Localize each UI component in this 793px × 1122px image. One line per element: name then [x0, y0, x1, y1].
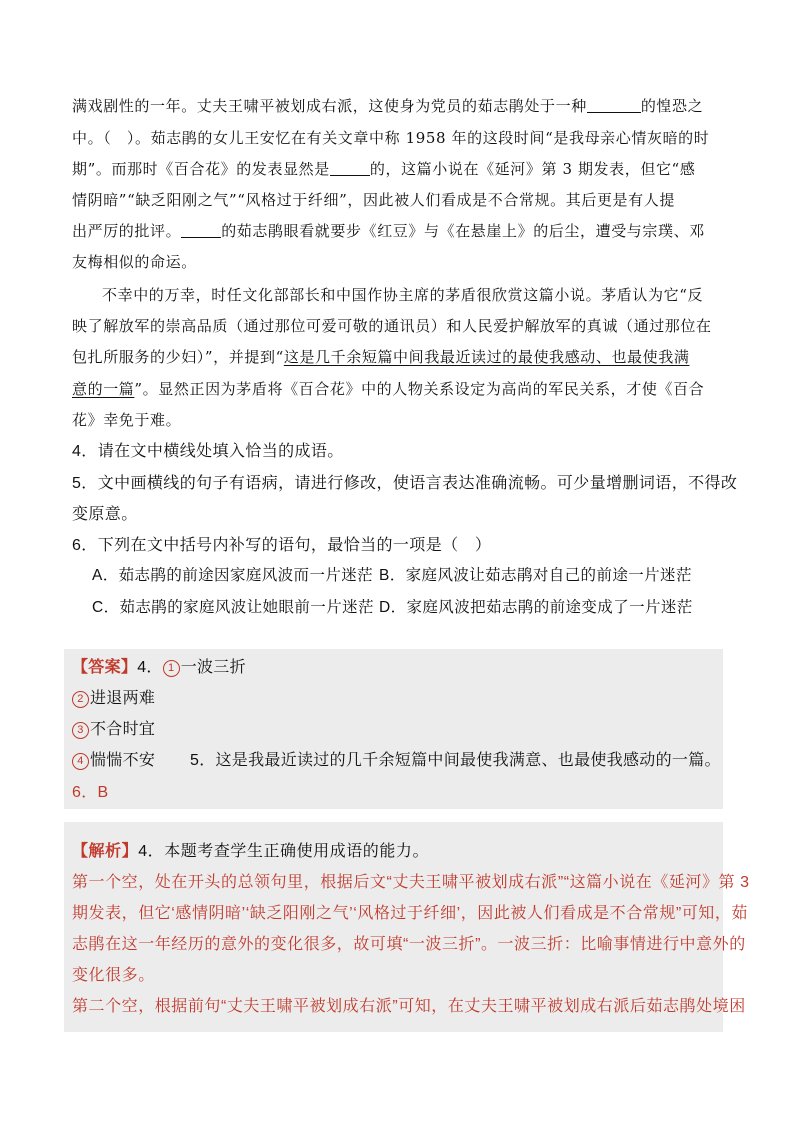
analysis-tag: 【解析】 — [72, 843, 139, 860]
passage-text: 映了解放军的崇高品质（通过那位可爱可敬的通讯员）和人民爱护解放军的真诚（通过那位在 — [72, 317, 712, 335]
answer-5: 5．这是我最近读过的几千余短篇中间最使我满意、也最使我感动的一篇。 — [190, 752, 721, 769]
option-a: A．茹志鹃的前途因家庭风波而一片迷茫 — [92, 567, 374, 584]
underlined-sentence: 这是几千余短篇中间我最近读过的最使我感动、也最使我满 — [283, 348, 690, 366]
analysis-line-3: 期发表，但它‘感情阴暗’‘缺乏阳刚之气’‘风格过于纤细’，因此被人们看成是不合常规”可知，茹 — [72, 905, 748, 922]
passage-text: 的惶恐之 — [640, 97, 704, 115]
passage-text: 的茹志鹃眼看就要步《红豆》与《在悬崖上》的后尘，遭受与宗璞、邓 — [221, 222, 705, 240]
passage-line — [72, 251, 197, 272]
answer-line-1 — [72, 654, 246, 677]
circled-number: 2 — [72, 691, 89, 708]
passage-text: 包扎所服务的少妇）”，并提到“ — [72, 348, 284, 366]
passage-text: ”。显然正因为茅盾将《百合花》中的人物关系设定为高尚的军民关系，才使《百合 — [134, 380, 705, 398]
analysis-line-5: 变化很多。 — [72, 967, 155, 984]
option-b: B．家庭风波让茹志鹃对自己的前途一片迷茫 — [379, 567, 692, 584]
analysis-line-4: 志鹃在这一年经历的意外的变化很多，故可填“一波三折”。一波三折：比喻事情进行中意外的 — [72, 936, 746, 953]
answer-text: 惴惴不安 — [90, 752, 156, 769]
answer-text: 一波三折 — [180, 659, 246, 676]
analysis-line-1 — [72, 838, 429, 861]
answer-line-4 — [72, 747, 155, 770]
analysis-line-2: 第一个空，处在开头的总领句里，根据后文“丈夫王啸平被划成右派”“这篇小说在《延河》第 3 — [72, 874, 750, 891]
passage-line — [72, 346, 689, 367]
circled-number: 4 — [72, 753, 89, 770]
answer-num: 4． — [137, 659, 163, 676]
option-c: C．茹志鹃的家庭风波让她眼前一片迷茫 — [92, 599, 374, 616]
passage-text: 花》幸免于难。 — [72, 411, 182, 429]
option-d: D．家庭风波把茹志鹃的前途变成了一片迷茫 — [379, 599, 693, 616]
underlined-sentence: 意的一篇 — [72, 380, 135, 398]
passage-line — [72, 220, 705, 241]
passage-line — [72, 158, 695, 179]
answer-line-3 — [72, 716, 155, 739]
passage-line — [102, 284, 703, 305]
passage-text: 友梅相似的命运。 — [72, 253, 197, 271]
answer-6: 6．B — [72, 784, 109, 801]
passage-line — [72, 409, 181, 430]
answer-tag: 【答案】 — [72, 659, 138, 676]
passage-line — [72, 189, 675, 210]
passage-text: 出严厉的批评。 — [72, 222, 182, 240]
fill-blank-3 — [181, 223, 221, 238]
analysis-text: 4．本题考查学生正确使用成语的能力。 — [138, 843, 430, 860]
question-5-line1: 5．文中画横线的句子有语病，请进行修改，使语言表达准确流畅。可少量增删词语，不得改 — [72, 475, 738, 492]
fill-blank-2 — [330, 161, 370, 176]
answer-line-2 — [72, 685, 155, 708]
passage-text: 期”。而那时《百合花》的发表显然是 — [72, 160, 330, 178]
passage-line — [72, 378, 704, 399]
circled-number: 3 — [72, 722, 89, 739]
passage-text: 中。（ ）。茹志鹃的女儿王安忆在有关文章中称 1958 年的这段时间“是我母亲心情灰暗的时 — [72, 129, 710, 147]
passage-text: 满戏剧性的一年。丈夫王啸平被划成右派，这使身为党员的茹志鹃处于一种 — [72, 97, 587, 115]
answer-text: 不合时宜 — [90, 721, 156, 738]
question-4: 4．请在文中横线处填入恰当的成语。 — [72, 443, 344, 460]
passage-line — [72, 315, 712, 336]
answer-text: 进退两难 — [90, 690, 156, 707]
fill-blank-1 — [587, 98, 641, 113]
passage-line — [72, 127, 709, 148]
passage-text: 不幸中的万幸，时任文化部部长和中国作协主席的茅盾很欣赏这篇小说。茅盾认为它“反 — [102, 286, 704, 304]
question-6: 6．下列在文中括号内补写的语句，最恰当的一项是（ ） — [72, 537, 492, 554]
question-5-line2: 变原意。 — [72, 506, 138, 523]
passage-line — [72, 95, 703, 116]
passage-text: 情阴暗”“缺乏阳刚之气”“风格过于纤细”，因此被人们看成是不合常规。其后更是有人提 — [72, 191, 675, 209]
passage-text: 的，这篇小说在《延河》第 3 期发表，但它“感 — [369, 160, 696, 178]
analysis-line-6: 第二个空，根据前句“丈夫王啸平被划成右派”可知，在丈夫王啸平被划成右派后茹志鹃处境困 — [72, 998, 746, 1015]
circled-number: 1 — [163, 660, 180, 677]
